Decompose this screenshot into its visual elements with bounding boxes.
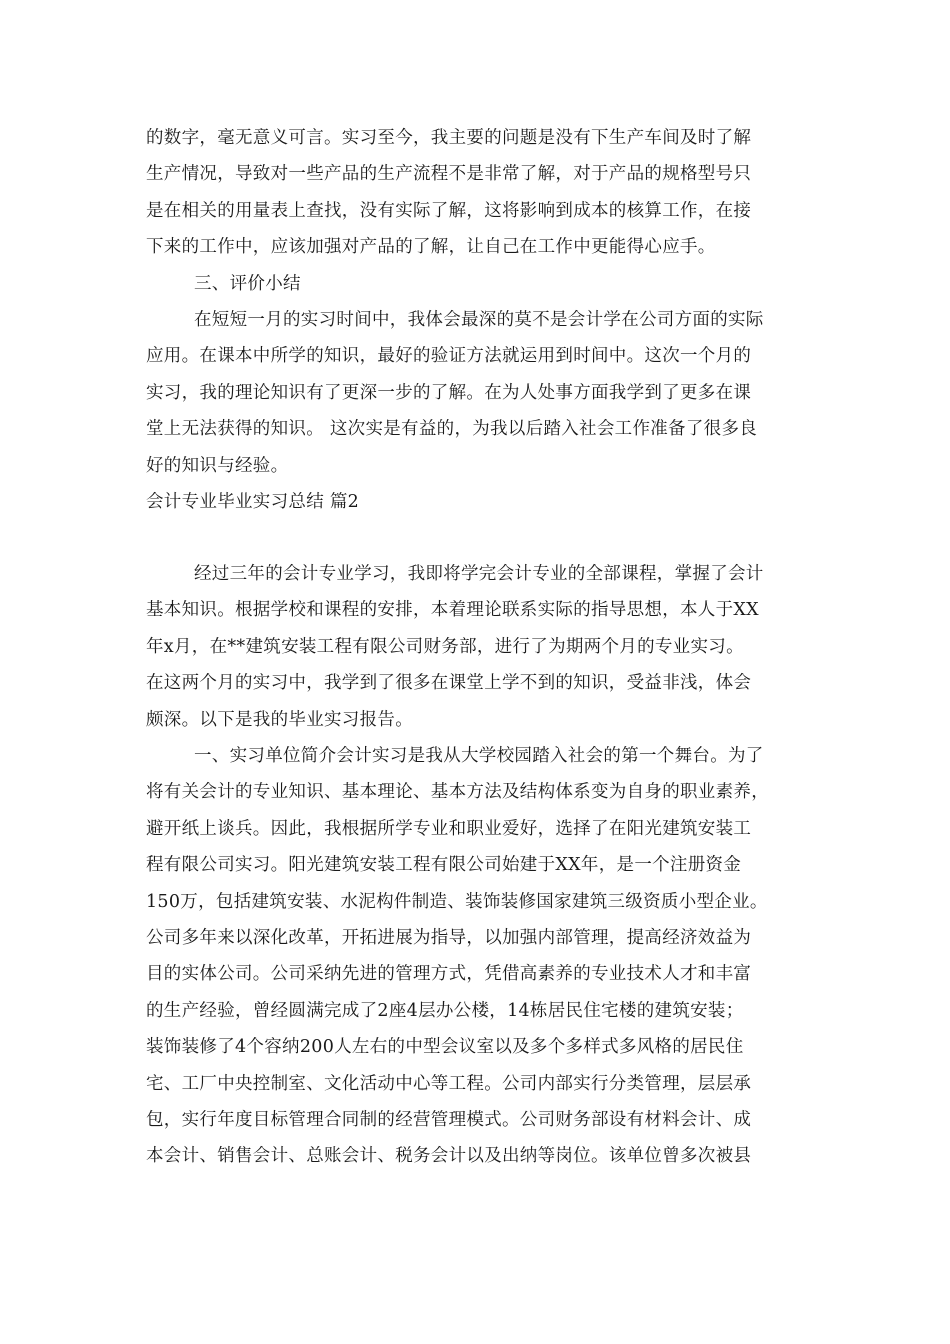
article-title <box>146 484 806 520</box>
text-line: 应用。在课本中所学的知识，最好的验证方法就运用到时间中。这次一个月的 <box>146 346 752 367</box>
text-line: 基本知识。根据学校和课程的安排，本着理论联系实际的指导思想，本人于XX <box>146 600 759 621</box>
text-line: 目的实体公司。公司采纳先进的管理方式，凭借高素养的专业技术人才和丰富 <box>146 964 752 985</box>
text-line: 下来的工作中，应该加强对产品的了解，让自己在工作中更能得心应手。 <box>146 237 716 258</box>
text-line: 生产情况，导致对一些产品的生产流程不是非常了解，对于产品的规格型号只 <box>146 164 752 185</box>
text-line: 颇深。以下是我的毕业实习报告。 <box>146 709 413 730</box>
text-line: 经过三年的会计专业学习，我即将学完会计专业的全部课程，掌握了会计 <box>194 564 764 584</box>
intro-paragraph <box>146 556 806 738</box>
text-line: 程有限公司实习。阳光建筑安装工程有限公司始建于XX年，是一个注册资金 <box>146 855 742 876</box>
text-line: 在这两个月的实习中，我学到了很多在课堂上学不到的知识，受益非浅，体会 <box>146 673 752 694</box>
text-line: 避开纸上谈兵。因此，我根据所学专业和职业爱好，选择了在阳光建筑安装工 <box>146 818 752 839</box>
summary-paragraph <box>146 302 806 484</box>
text-line: 宅、工厂中央控制室、文化活动中心等工程。公司内部实行分类管理，层层承 <box>146 1073 752 1094</box>
text-line: 包，实行年度目标管理合同制的经营管理模式。公司财务部设有材料会计、成 <box>146 1109 752 1130</box>
text-line: 150万，包括建筑安装、水泥构件制造、装饰装修国家建筑三级资质小型企业。 <box>146 891 768 912</box>
text-line: 将有关会计的专业知识、基本理论、基本方法及结构体系变为自身的职业素养， <box>146 782 769 803</box>
text-line: 装饰装修了4个容纳200人左右的中型会议室以及多个多样式多风格的居民住 <box>146 1037 744 1058</box>
text-line: 本会计、销售会计、总账会计、税务会计以及出纳等岗位。该单位曾多次被县 <box>146 1146 752 1167</box>
text-line: 堂上无法获得的知识。 这次实是有益的，为我以后踏入社会工作准备了很多良 <box>146 419 758 440</box>
text-line: 一、实习单位简介会计实习是我从大学校园踏入社会的第一个舞台。为了 <box>194 746 764 766</box>
text-line: 年x月，在**建筑安装工程有限公司财务部，进行了为期两个月的专业实习。 <box>146 636 744 657</box>
text-line: 在短短一月的实习时间中，我体会最深的莫不是会计学在公司方面的实际 <box>194 310 764 330</box>
text-line: 好的知识与经验。 <box>146 455 289 476</box>
unit-paragraph <box>146 738 806 1175</box>
text-line: 的数字，毫无意义可言。实习至今，我主要的问题是没有下生产车间及时了解 <box>146 128 752 148</box>
section-heading-text: 三、评价小结 <box>194 273 301 294</box>
text-line: 公司多年来以深化改革，开拓进展为指导，以加强内部管理，提高经济效益为 <box>146 927 752 948</box>
text-line: 的生产经验，曾经圆满完成了2座4层办公楼，14栋居民住宅楼的建筑安装； <box>146 1000 744 1021</box>
text-line: 是在相关的用量表上查找，没有实际了解，这将影响到成本的核算工作，在接 <box>146 200 752 221</box>
paragraph-continuation <box>146 120 806 266</box>
section-heading <box>146 266 806 302</box>
text-line: 实习，我的理论知识有了更深一步的了解。在为人处事方面我学到了更多在课 <box>146 382 752 403</box>
article-title-text: 会计专业毕业实习总结 篇2 <box>146 492 360 512</box>
